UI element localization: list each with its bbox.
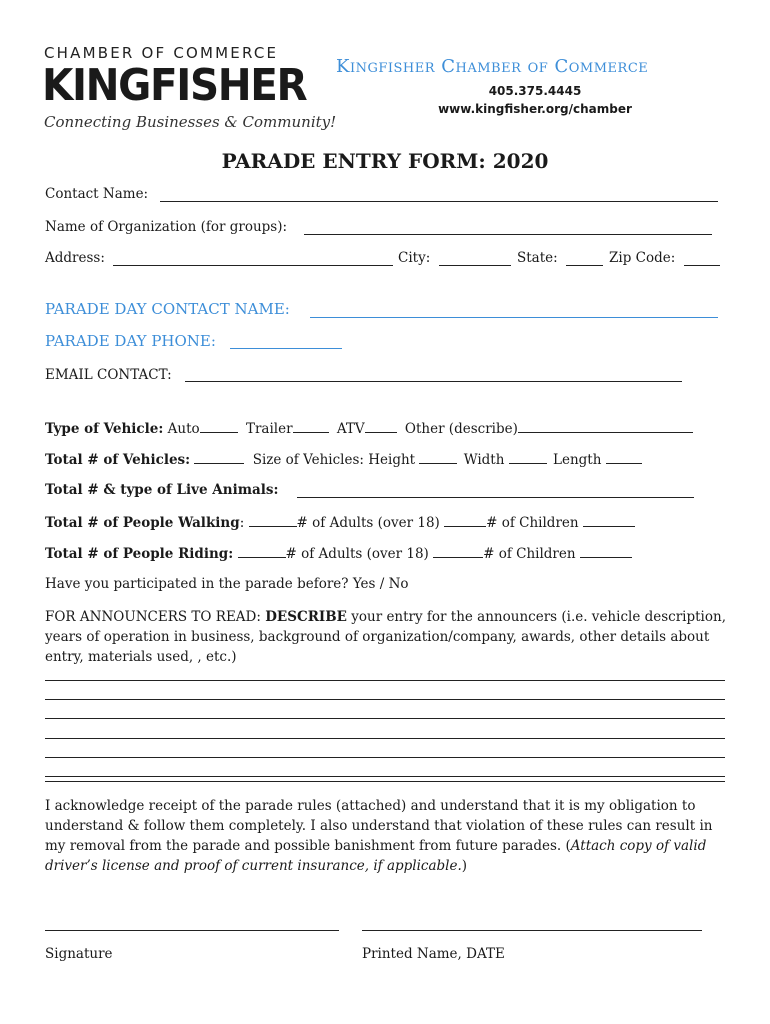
zip-label: Zip Code: (609, 250, 676, 266)
description-line-3[interactable] (45, 718, 725, 719)
vehicle-type-row (45, 420, 693, 437)
vehicle-trailer-label: Trailer (245, 421, 293, 437)
header-title: Kingfisher Chamber of Commerce (336, 56, 649, 77)
animals-field[interactable] (297, 497, 694, 498)
announcers-instructions: FOR ANNOUNCERS TO READ: DESCRIBE your entry for the announcers (i.e. vehicle description, years of operation in business, background of organization/company, awards, other details about entry, materials used, , etc.) (45, 609, 726, 665)
width-label: Width (463, 452, 505, 468)
total-vehicles-field[interactable] (194, 451, 244, 464)
header-website: www.kingfisher.org/chamber (438, 102, 632, 116)
vehicle-type-label: Type of Vehicle: (45, 421, 164, 437)
riding-total-field[interactable] (238, 545, 286, 558)
organization-label: Name of Organization (for groups): (45, 219, 288, 235)
vehicle-atv-label: ATV (336, 421, 365, 437)
description-line-2[interactable] (45, 699, 725, 700)
email-label: EMAIL CONTACT: (45, 367, 172, 383)
riding-children-label: # of Children (483, 546, 576, 562)
walking-row: Total # of People Walking: # of Adults (over 18) # of Children (45, 514, 635, 531)
logo-wordmark: KINGFISHER (42, 60, 307, 111)
vehicle-other-field[interactable] (518, 420, 693, 433)
width-field[interactable] (509, 451, 547, 464)
walking-adults-label: # of Adults (over 18) (296, 515, 440, 531)
contact-name-label: Contact Name: (45, 186, 149, 202)
riding-adults-label: # of Adults (over 18) (285, 546, 429, 562)
vehicle-trailer-field[interactable] (293, 420, 329, 433)
parade-contact-field[interactable] (310, 317, 718, 318)
walking-adults-field[interactable] (444, 514, 486, 527)
riding-row (45, 545, 632, 562)
logo-top-text: CHAMBER OF COMMERCE (44, 44, 279, 62)
description-line-6[interactable] (45, 776, 725, 777)
printed-name-field[interactable] (362, 930, 702, 931)
walking-children-label: # of Children (486, 515, 579, 531)
height-field[interactable] (419, 451, 457, 464)
vehicle-count-row (45, 451, 642, 468)
city-label: City: (398, 250, 431, 266)
description-line-4[interactable] (45, 738, 725, 739)
vehicle-atv-field[interactable] (365, 420, 397, 433)
state-field[interactable] (566, 265, 603, 266)
riding-adults-field[interactable] (433, 545, 483, 558)
walking-children-field[interactable] (583, 514, 635, 527)
printed-name-label: Printed Name, DATE (362, 946, 505, 962)
address-label: Address: (45, 250, 105, 266)
walking-total-field[interactable] (249, 514, 297, 527)
riding-children-field[interactable] (580, 545, 632, 558)
address-field[interactable] (113, 265, 393, 266)
parade-phone-field[interactable] (230, 348, 342, 349)
signature-label: Signature (45, 946, 113, 962)
organization-field[interactable] (304, 234, 712, 235)
contact-name-field[interactable] (160, 201, 718, 202)
zip-field[interactable] (684, 265, 720, 266)
length-label: Length (553, 452, 602, 468)
parade-phone-label: PARADE DAY PHONE: (45, 332, 216, 350)
participated-question: Have you participated in the parade before? Yes / No (45, 576, 409, 592)
height-label: Size of Vehicles: Height (252, 452, 416, 468)
vehicle-other-label: Other (describe) (404, 421, 518, 437)
description-line-5[interactable] (45, 757, 725, 758)
total-vehicles-label: Total # of Vehicles: (45, 452, 191, 468)
form-title: PARADE ENTRY FORM: 2020 (221, 149, 549, 173)
description-line-1[interactable] (45, 680, 725, 681)
animals-label: Total # & type of Live Animals: (45, 482, 279, 498)
vehicle-auto-label: Auto (167, 421, 200, 437)
logo-tagline: Connecting Businesses & Community! (44, 113, 337, 131)
description-line-7[interactable] (45, 781, 725, 782)
vehicle-auto-field[interactable] (200, 420, 238, 433)
length-field[interactable] (606, 451, 642, 464)
state-label: State: (517, 250, 558, 266)
signature-field[interactable] (45, 930, 339, 931)
parade-contact-label: PARADE DAY CONTACT NAME: (45, 300, 290, 318)
header-phone: 405.375.4445 (488, 84, 582, 98)
city-field[interactable] (439, 265, 511, 266)
acknowledgement-text: I acknowledge receipt of the parade rules (attached) and understand that it is my obligation to understand & follow them completely. I also understand that violation of these rules can result in my removal from the parade and possible banishment from future parades. (Attach copy of valid driver’s license and proof of current insurance, if applicable.) (45, 798, 713, 874)
email-field[interactable] (185, 381, 682, 382)
walking-label: Total # of People Walking (45, 515, 240, 531)
riding-label: Total # of People Riding: (45, 546, 234, 562)
